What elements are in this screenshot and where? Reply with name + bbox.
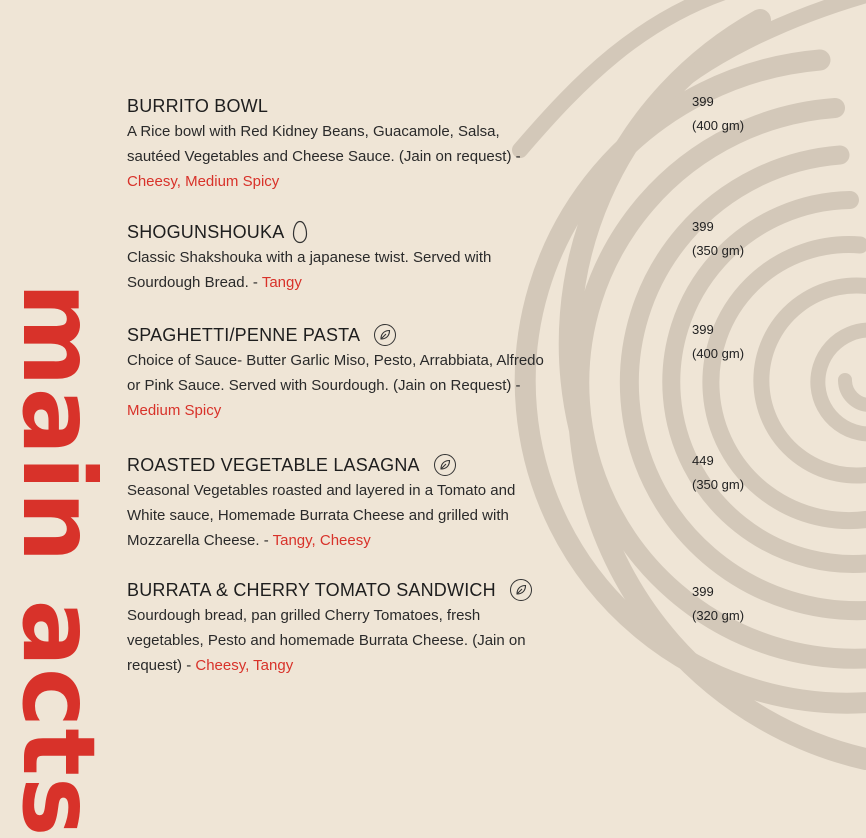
item-name: BURRATA & CHERRY TOMATO SANDWICH bbox=[127, 578, 547, 602]
leaf-icon bbox=[510, 579, 532, 601]
price-value: 449 bbox=[692, 453, 714, 468]
menu-item bbox=[127, 220, 547, 295]
item-tags: Tangy bbox=[261, 274, 302, 291]
item-price bbox=[692, 580, 744, 628]
price-weight: (400 gm) bbox=[692, 346, 745, 361]
leaf-icon bbox=[434, 454, 456, 476]
item-description: Classic Shakshouka with a japanese twist. Served with Sourdough Bread. - Tangy bbox=[127, 249, 492, 291]
price-weight: (320 gm) bbox=[692, 608, 745, 623]
item-tags: Medium Spicy bbox=[127, 402, 222, 419]
price-value: 399 bbox=[692, 94, 714, 109]
price-weight: (400 gm) bbox=[692, 118, 745, 133]
price-weight: (350 gm) bbox=[692, 477, 745, 492]
item-name: SPAGHETTI/PENNE PASTA bbox=[127, 323, 547, 347]
menu-item bbox=[127, 578, 547, 678]
price-weight: (350 gm) bbox=[692, 243, 745, 258]
price-value: 399 bbox=[692, 322, 714, 337]
item-name: ROASTED VEGETABLE LASAGNA bbox=[127, 453, 547, 477]
price-value: 399 bbox=[692, 584, 714, 599]
leaf-icon bbox=[374, 324, 396, 346]
item-name: SHOGUNSHOUKA bbox=[127, 220, 547, 244]
item-tags: Tangy, Cheesy bbox=[272, 532, 371, 549]
menu-item bbox=[127, 94, 547, 194]
section-title: main acts bbox=[0, 282, 117, 838]
item-description: Seasonal Vegetables roasted and layered in a Tomato and White sauce, Homemade Burrata Cheese and grilled with Mozzarella Cheese. - Tangy, Cheesy bbox=[127, 482, 516, 549]
item-description: Sourdough bread, pan grilled Cherry Tomatoes, fresh vegetables, Pesto and homemade Burrata Cheese. (Jain on request) - Cheesy, Tangy bbox=[127, 607, 526, 674]
item-tags: Cheesy, Medium Spicy bbox=[127, 173, 280, 190]
menu-item bbox=[127, 323, 547, 423]
price-value: 399 bbox=[692, 219, 714, 234]
item-price bbox=[692, 449, 744, 497]
item-price bbox=[692, 90, 744, 138]
item-description: A Rice bowl with Red Kidney Beans, Guacamole, Salsa, sautéed Vegetables and Cheese Sauce. (Jain on request) - Cheesy, Medium Spicy bbox=[127, 123, 521, 190]
item-price bbox=[692, 318, 744, 366]
menu-item bbox=[127, 453, 547, 553]
item-tags: Cheesy, Tangy bbox=[195, 657, 294, 674]
item-name: BURRITO BOWL bbox=[127, 96, 269, 116]
item-description: Choice of Sauce- Butter Garlic Miso, Pesto, Arrabbiata, Alfredo or Pink Sauce. Served with Sourdough. (Jain on Request) - Medium Spicy bbox=[127, 352, 544, 419]
egg-icon bbox=[292, 220, 308, 244]
item-price bbox=[692, 215, 744, 263]
